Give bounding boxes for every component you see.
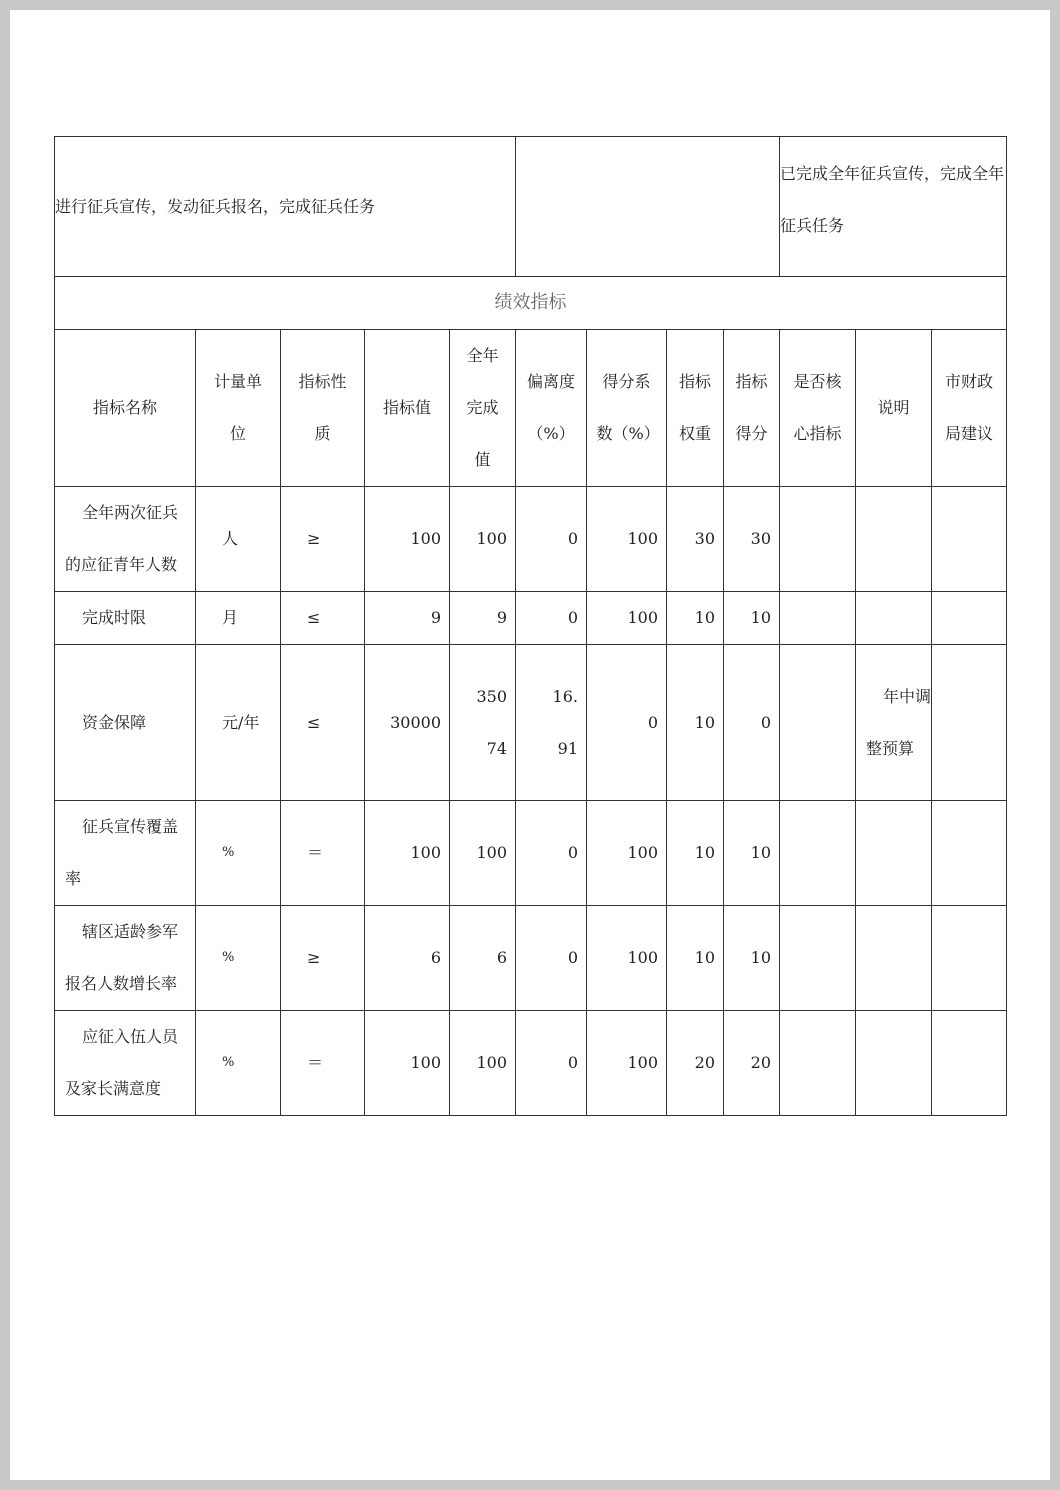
indicator-unit: 人 bbox=[196, 487, 281, 592]
task-plan-cell bbox=[55, 137, 516, 277]
indicator-deviation: 0 bbox=[516, 592, 587, 645]
indicator-note: 年中调整预算 bbox=[856, 645, 932, 801]
indicator-deviation: 16.91 bbox=[516, 645, 587, 801]
task-row bbox=[55, 137, 1007, 277]
table-row bbox=[55, 1011, 1007, 1116]
indicator-coef: 100 bbox=[587, 487, 667, 592]
indicator-nature: ≥ bbox=[281, 487, 365, 592]
indicator-target: 30000 bbox=[365, 645, 450, 801]
indicator-coef: 100 bbox=[587, 1011, 667, 1116]
indicator-weight: 20 bbox=[667, 1011, 724, 1116]
indicator-note bbox=[856, 1011, 932, 1116]
table-row bbox=[55, 645, 1007, 801]
performance-table bbox=[54, 136, 1007, 1116]
indicator-core bbox=[780, 906, 856, 1011]
indicator-core bbox=[780, 592, 856, 645]
indicator-name: 征兵宣传覆盖率 bbox=[55, 801, 196, 906]
indicator-actual: 100 bbox=[450, 1011, 516, 1116]
indicator-note bbox=[856, 906, 932, 1011]
indicator-coef: 100 bbox=[587, 801, 667, 906]
indicator-score: 10 bbox=[724, 906, 780, 1011]
table-row bbox=[55, 592, 1007, 645]
header-row bbox=[55, 330, 1007, 487]
indicator-core bbox=[780, 801, 856, 906]
indicator-weight: 10 bbox=[667, 906, 724, 1011]
indicator-target: 6 bbox=[365, 906, 450, 1011]
indicator-nature: ≤ bbox=[281, 645, 365, 801]
header-note: 说明 bbox=[856, 330, 932, 487]
indicator-advice bbox=[932, 1011, 1007, 1116]
task-plan-text: 进行征兵宣传，发动征兵报名，完成征兵任务 bbox=[55, 196, 376, 216]
task-result-cell bbox=[780, 137, 1007, 277]
indicator-deviation: 0 bbox=[516, 487, 587, 592]
indicator-advice bbox=[932, 487, 1007, 592]
indicator-core bbox=[780, 487, 856, 592]
indicator-score: 20 bbox=[724, 1011, 780, 1116]
header-core: 是否核心指标 bbox=[780, 330, 856, 487]
indicator-deviation: 0 bbox=[516, 801, 587, 906]
indicator-nature: ＝ bbox=[281, 801, 365, 906]
task-result-text: 已完成全年征兵宣传，完成全年征兵任务 bbox=[780, 164, 1005, 235]
indicator-target: 100 bbox=[365, 487, 450, 592]
header-nature: 指标性质 bbox=[281, 330, 365, 487]
indicator-note bbox=[856, 801, 932, 906]
section-title: 绩效指标 bbox=[55, 277, 1007, 330]
indicator-score: 0 bbox=[724, 645, 780, 801]
task-middle-cell bbox=[516, 137, 780, 277]
indicator-unit: 月 bbox=[196, 592, 281, 645]
indicator-advice bbox=[932, 906, 1007, 1011]
indicator-coef: 100 bbox=[587, 906, 667, 1011]
indicator-name: 辖区适龄参军报名人数增长率 bbox=[55, 906, 196, 1011]
indicator-nature: ≤ bbox=[281, 592, 365, 645]
header-advice: 市财政局建议 bbox=[932, 330, 1007, 487]
header-weight: 指标权重 bbox=[667, 330, 724, 487]
indicator-coef: 0 bbox=[587, 645, 667, 801]
indicator-score: 10 bbox=[724, 801, 780, 906]
table-row bbox=[55, 487, 1007, 592]
indicator-advice bbox=[932, 801, 1007, 906]
indicator-score: 30 bbox=[724, 487, 780, 592]
indicator-note bbox=[856, 592, 932, 645]
header-target: 指标值 bbox=[365, 330, 450, 487]
indicator-note bbox=[856, 487, 932, 592]
indicator-core bbox=[780, 645, 856, 801]
indicator-name: 全年两次征兵的应征青年人数 bbox=[55, 487, 196, 592]
indicator-coef: 100 bbox=[587, 592, 667, 645]
section-title-row bbox=[55, 277, 1007, 330]
indicator-weight: 10 bbox=[667, 592, 724, 645]
indicator-target: 100 bbox=[365, 801, 450, 906]
indicator-core bbox=[780, 1011, 856, 1116]
indicator-deviation: 0 bbox=[516, 906, 587, 1011]
indicator-weight: 10 bbox=[667, 645, 724, 801]
indicator-nature: ≥ bbox=[281, 906, 365, 1011]
document-page bbox=[10, 10, 1050, 1480]
indicator-actual: 9 bbox=[450, 592, 516, 645]
indicator-target: 100 bbox=[365, 1011, 450, 1116]
indicator-actual: 35074 bbox=[450, 645, 516, 801]
indicator-unit: % bbox=[196, 906, 281, 1011]
table-row bbox=[55, 801, 1007, 906]
header-name: 指标名称 bbox=[55, 330, 196, 487]
indicator-name: 资金保障 bbox=[55, 645, 196, 801]
header-actual: 全年完成值 bbox=[450, 330, 516, 487]
header-unit: 计量单位 bbox=[196, 330, 281, 487]
indicator-score: 10 bbox=[724, 592, 780, 645]
indicator-target: 9 bbox=[365, 592, 450, 645]
indicator-unit: % bbox=[196, 1011, 281, 1116]
header-coef: 得分系数（%） bbox=[587, 330, 667, 487]
indicator-advice bbox=[932, 592, 1007, 645]
indicator-advice bbox=[932, 645, 1007, 801]
indicator-actual: 100 bbox=[450, 801, 516, 906]
indicator-weight: 30 bbox=[667, 487, 724, 592]
indicator-unit: 元/年 bbox=[196, 645, 281, 801]
header-score: 指标得分 bbox=[724, 330, 780, 487]
indicator-name: 完成时限 bbox=[55, 592, 196, 645]
indicator-actual: 6 bbox=[450, 906, 516, 1011]
indicator-deviation: 0 bbox=[516, 1011, 587, 1116]
indicator-weight: 10 bbox=[667, 801, 724, 906]
header-deviation: 偏离度（%） bbox=[516, 330, 587, 487]
indicator-actual: 100 bbox=[450, 487, 516, 592]
indicator-unit: % bbox=[196, 801, 281, 906]
indicator-nature: ＝ bbox=[281, 1011, 365, 1116]
table-row bbox=[55, 906, 1007, 1011]
indicator-name: 应征入伍人员及家长满意度 bbox=[55, 1011, 196, 1116]
